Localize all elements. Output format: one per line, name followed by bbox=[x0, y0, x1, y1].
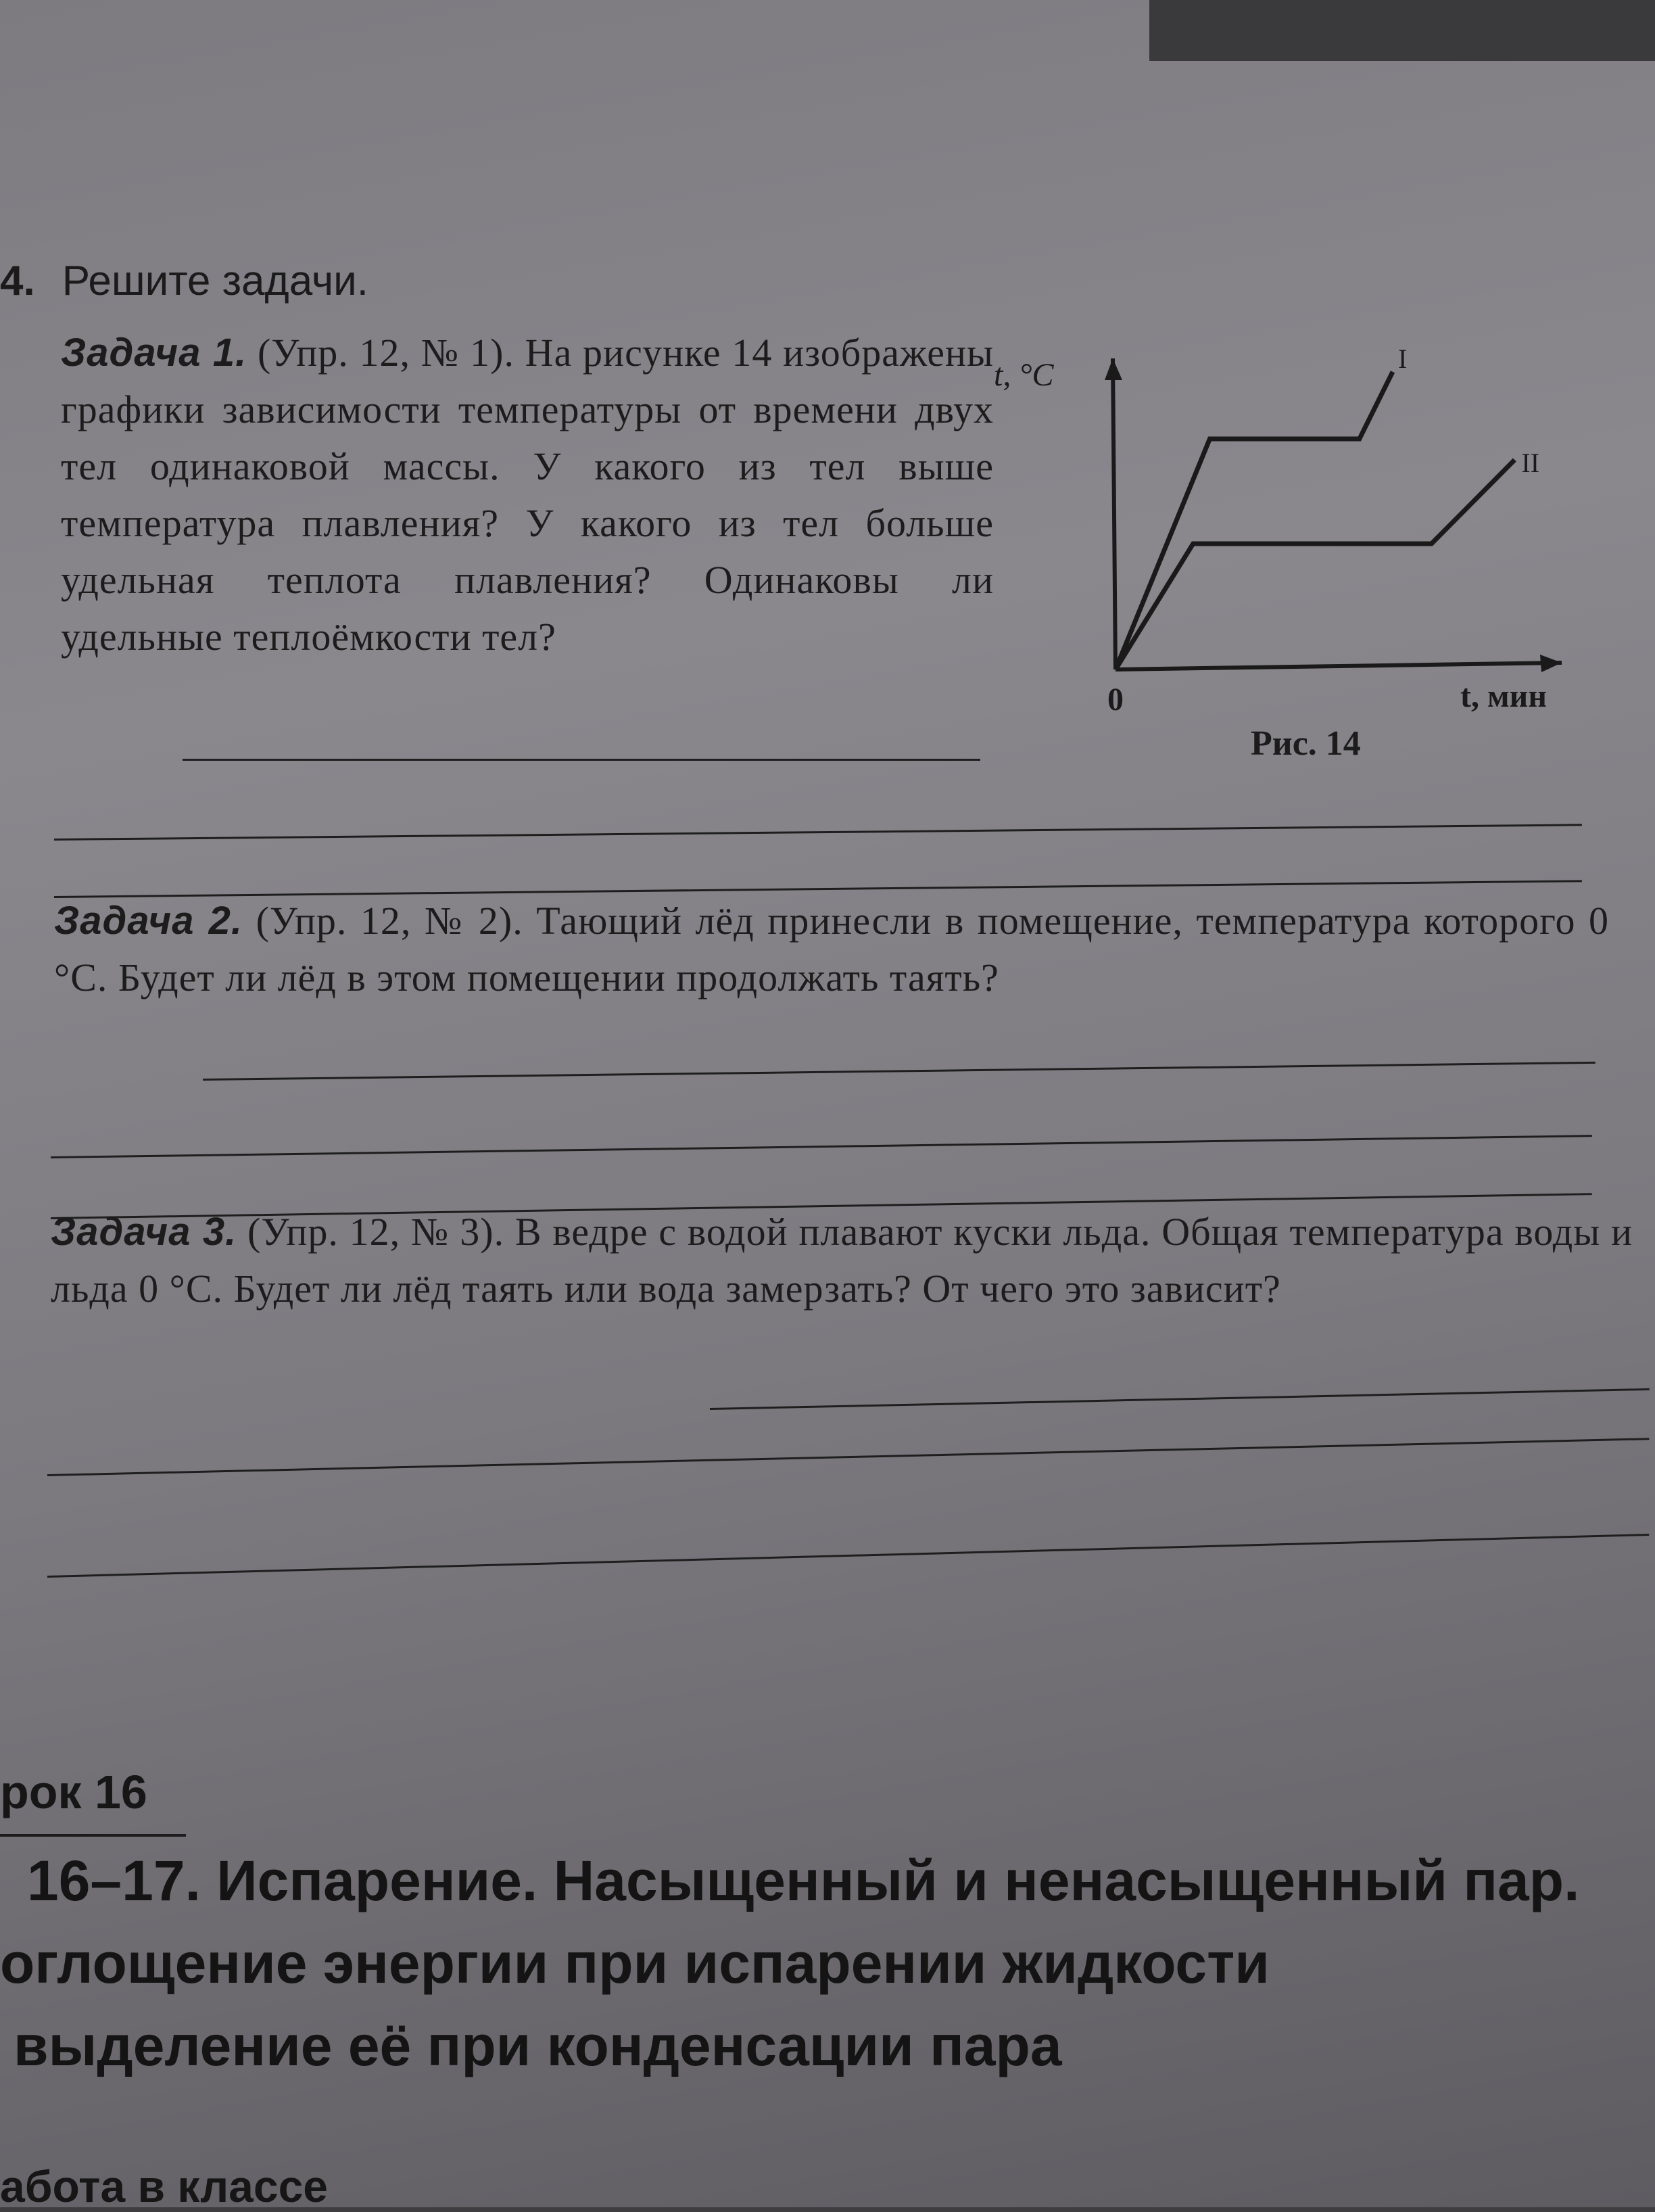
lesson-title-line: выделение её при конденсации пара bbox=[14, 2014, 1062, 2077]
task-1 bbox=[61, 325, 994, 665]
figure-caption: Рис. 14 bbox=[1251, 724, 1361, 763]
lesson-title-line: 16–17. Испарение. Насыщенный и ненасыщенный пар. bbox=[27, 1849, 1580, 1912]
series-label-I: I bbox=[1398, 343, 1408, 374]
answer-line[interactable] bbox=[183, 759, 980, 761]
x-axis bbox=[1116, 663, 1562, 669]
y-axis-arrow bbox=[1105, 358, 1122, 380]
class-work-heading: абота в классе bbox=[0, 2161, 329, 2211]
answer-line[interactable] bbox=[203, 1062, 1596, 1081]
series-line-I bbox=[1116, 372, 1393, 669]
answer-line[interactable] bbox=[47, 1534, 1649, 1578]
task-1-text: (Упр. 12, № 1). На рисунке 14 изображены графики зависимости температуры от времени двух тел одинаковой массы. У какого из тел выше температура плавления? У какого из тел больше удельная теплота плавления? Одинаковы ли удельные теплоёмкости тел? bbox=[61, 331, 994, 659]
background-corner bbox=[1149, 0, 1655, 61]
x-axis-label: t, мин bbox=[1460, 678, 1547, 714]
task-3-name: Задача 3. bbox=[51, 1210, 237, 1254]
answer-line[interactable] bbox=[47, 1438, 1649, 1476]
answer-line[interactable] bbox=[51, 1135, 1592, 1158]
x-axis-arrow bbox=[1540, 655, 1562, 672]
lesson-label: рок 16 bbox=[0, 1766, 147, 1818]
series-label-II: II bbox=[1521, 448, 1540, 478]
task-2-name: Задача 2. bbox=[54, 899, 243, 943]
figure-14 bbox=[994, 338, 1596, 771]
series-layer bbox=[1116, 344, 1539, 669]
series-line-II bbox=[1116, 460, 1514, 669]
origin-label: 0 bbox=[1107, 682, 1124, 717]
y-axis bbox=[1113, 358, 1116, 669]
task-2-text: (Упр. 12, № 2). Тающий лёд принесли в помещение, температура которого 0 °С. Будет ли лёд в этом помещении продолжать таять? bbox=[54, 899, 1610, 999]
temperature-graph bbox=[994, 338, 1596, 717]
answer-line[interactable] bbox=[710, 1388, 1650, 1410]
task-2 bbox=[54, 893, 1609, 1006]
section-title: Решите задачи. bbox=[62, 258, 368, 304]
task-3 bbox=[51, 1204, 1633, 1317]
task-1-name: Задача 1. bbox=[61, 331, 247, 375]
lesson-underline bbox=[0, 1834, 186, 1837]
lesson-title-line: оглощение энергии при испарении жидкости bbox=[0, 1931, 1270, 1995]
task-3-text: (Упр. 12, № 3). В ведре с водой плавают куски льда. Общая температура воды и льда 0 °С. Будет ли лёд таять или вода замерзать? От чего это зависит? bbox=[51, 1210, 1633, 1311]
y-axis-label: t, °C bbox=[994, 357, 1054, 393]
lesson-title bbox=[0, 1839, 1655, 2087]
section-number: 4. bbox=[0, 258, 35, 304]
section-heading bbox=[0, 257, 368, 305]
answer-line[interactable] bbox=[54, 824, 1582, 841]
